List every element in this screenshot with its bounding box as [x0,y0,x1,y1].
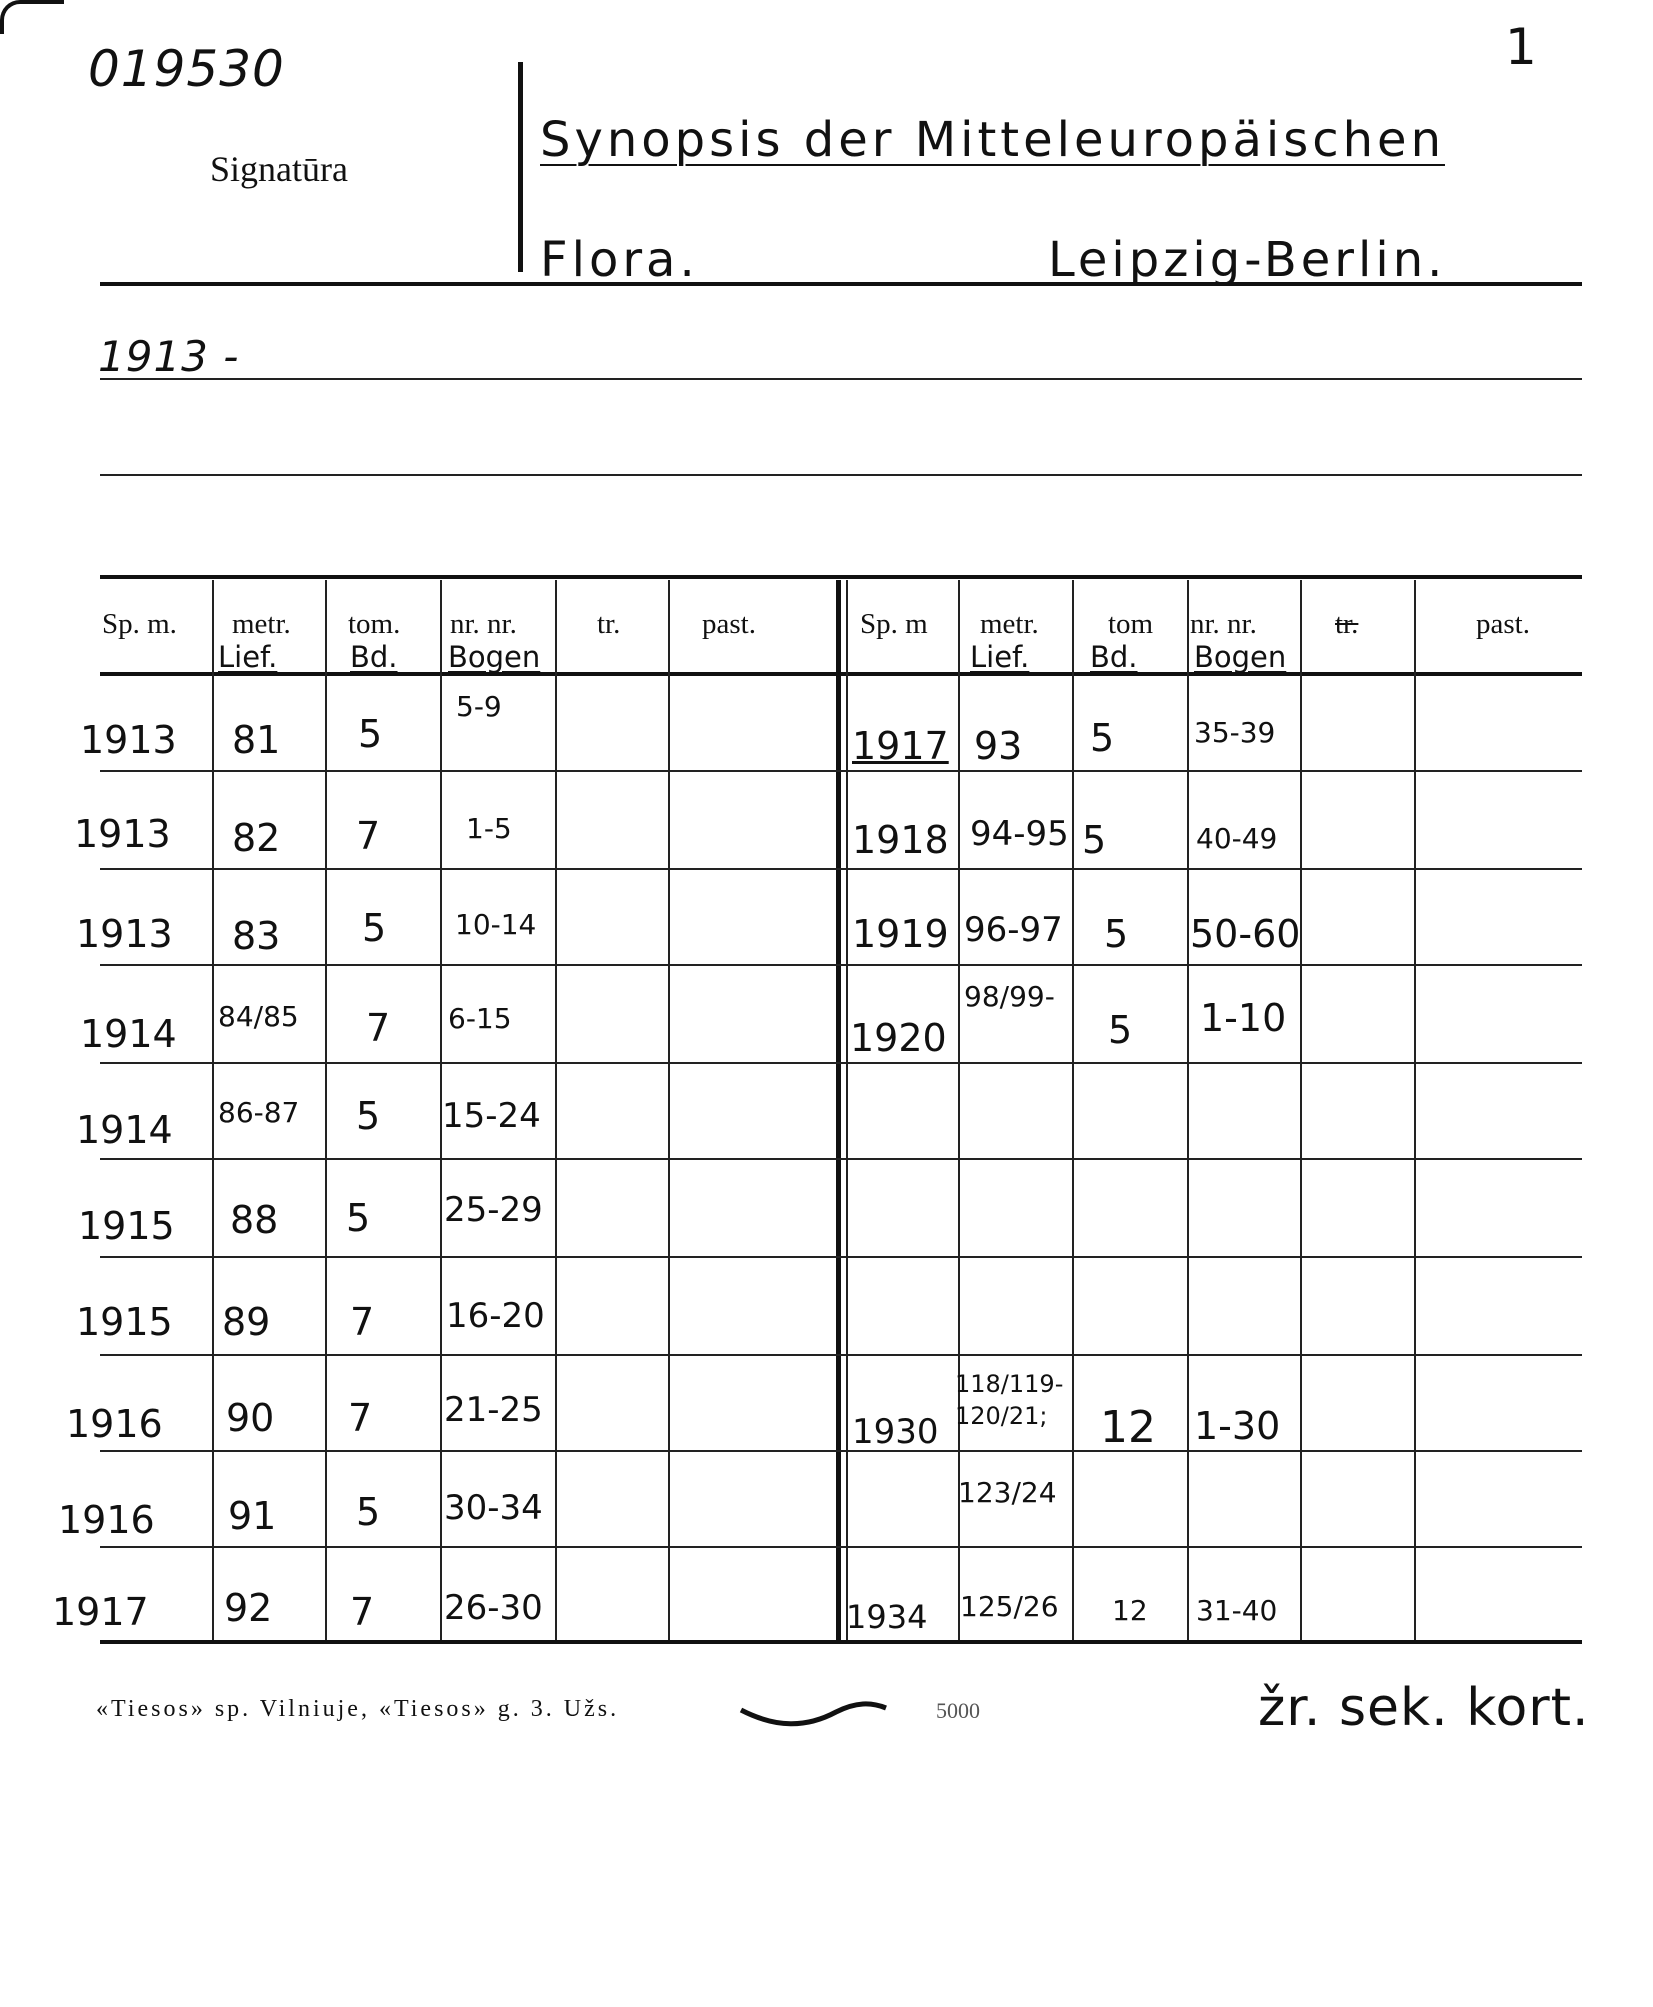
left-row-5-lief: 86-87 [218,1096,300,1129]
print-run: 5000 [936,1698,980,1723]
hdr-right-past: past. [1476,608,1530,640]
hdr-left-nr: nr. nr. [450,608,517,640]
right-row-8-bogen: 1-30 [1194,1404,1281,1448]
hdr-right-tom: tom [1108,608,1154,640]
hdr-right-bd: Bd. [1090,640,1138,674]
right-row-1-bd: 5 [1090,716,1115,760]
right-row-3-lief: 96-97 [964,910,1063,950]
left-row-3-bogen: 10-14 [455,908,537,941]
left-row-7-lief: 89 [222,1300,271,1344]
left-row-4-lief: 84/85 [218,1000,299,1033]
right-row-10-year: 1934 [846,1598,928,1636]
right-row-10-lief: 125/26 [960,1590,1059,1623]
left-row-7-bogen: 16-20 [446,1296,545,1336]
hdr-left-tom: tom. [348,608,401,640]
hdr-right-metr: metr. [980,608,1039,640]
left-row-7-bd: 7 [350,1300,375,1344]
header-bottom-rule [100,672,1582,676]
right-row-2-bogen: 40-49 [1196,822,1278,855]
rule-under-title [100,282,1582,286]
right-row-3-bogen: 50-60 [1190,912,1301,956]
left-row-4-year: 1914 [80,1012,177,1056]
left-row-3-lief: 83 [232,914,281,958]
right-row-1-year: 1917 [852,724,949,768]
rule-blank [100,474,1582,476]
title-line-2: Flora. [540,232,699,288]
right-row-3-year: 1919 [852,912,949,956]
col-line [1072,580,1074,1640]
right-row-2-lief: 94-95 [970,814,1069,854]
row-rule [100,964,1582,966]
left-row-4-bogen: 6-15 [448,1002,512,1035]
hdr-right-nr: nr. nr. [1190,608,1257,640]
right-row-9-lief: 123/24 [958,1476,1057,1509]
right-row-10-bogen: 31-40 [1196,1594,1278,1627]
left-row-1-bogen: 5-9 [456,690,502,723]
left-row-2-bogen: 1-5 [466,812,512,845]
left-row-6-year: 1915 [78,1204,175,1248]
left-row-10-lief: 92 [224,1586,273,1630]
col-line [1300,580,1302,1640]
right-row-2-bd: 5 [1082,818,1107,862]
row-rule [100,770,1582,772]
see-next-card-note: žr. sek. kort. [1258,1678,1590,1738]
left-row-7-year: 1915 [76,1300,173,1344]
hdr-left-sp-m: Sp. m. [102,608,177,640]
hdr-left-past: past. [702,608,756,640]
hdr-left-tr: tr. [597,608,621,640]
left-row-1-year: 1913 [80,718,177,762]
hdr-left-lief: Lief. [218,640,278,674]
left-row-6-bd: 5 [346,1196,371,1240]
title-line-1: Synopsis der Mitteleuropäischen [540,112,1445,168]
left-row-1-bd: 5 [358,712,383,756]
col-line [555,580,557,1640]
left-row-9-bogen: 30-34 [444,1488,543,1528]
ink-swash [736,1690,896,1730]
printer-imprint: «Tiesos» sp. Vilniuje, «Tiesos» g. 3. Užs. [96,1696,620,1722]
publication-place: Leipzig-Berlin. [1048,232,1447,288]
hdr-right-lief: Lief. [970,640,1030,674]
title-bar [518,62,523,272]
right-row-1-lief: 93 [974,724,1023,768]
left-row-8-bd: 7 [348,1396,373,1440]
right-row-4-year: 1920 [850,1016,947,1060]
left-row-1-lief: 81 [232,718,281,762]
right-row-4-bogen: 1-10 [1200,996,1287,1040]
hdr-right-bogen: Bogen [1194,640,1287,674]
left-row-5-bogen: 15-24 [442,1096,541,1136]
right-row-3-bd: 5 [1104,912,1129,956]
row-rule [100,1158,1582,1160]
row-rule [100,1450,1582,1452]
table-divider [836,580,841,1640]
col-line [212,580,214,1640]
left-row-10-bd: 7 [350,1590,375,1634]
col-line [668,580,670,1640]
left-row-8-year: 1916 [66,1402,163,1446]
hdr-left-metr: metr. [232,608,291,640]
right-row-2-year: 1918 [852,818,949,862]
col-line [1414,580,1416,1640]
left-row-3-year: 1913 [76,912,173,956]
page-number: 1 [1505,18,1538,76]
years-range: 1913 - [98,332,240,381]
right-row-8-bd: 12 [1100,1402,1156,1453]
left-row-8-lief: 90 [226,1396,275,1440]
right-row-4-bd: 5 [1108,1008,1133,1052]
hdr-right-tr: tr. [1335,608,1359,640]
left-row-2-lief: 82 [232,816,281,860]
row-rule [100,1354,1582,1356]
table-top-rule [100,575,1582,579]
left-row-4-bd: 7 [366,1006,391,1050]
row-rule [100,868,1582,870]
hdr-left-bd: Bd. [350,640,398,674]
row-rule [100,1546,1582,1548]
card-number: 019530 [88,40,285,98]
left-row-6-lief: 88 [230,1198,279,1242]
left-row-6-bogen: 25-29 [444,1190,543,1230]
row-rule [100,1256,1582,1258]
row-rule [100,1062,1582,1064]
col-line [325,580,327,1640]
signature-label: Signatūra [210,149,348,189]
left-row-10-year: 1917 [52,1590,149,1634]
table-divider-2 [846,580,848,1640]
right-row-8-lief: 118/119-120/21; [955,1370,1064,1430]
left-row-5-bd: 5 [356,1094,381,1138]
rule-years [100,378,1582,380]
right-row-1-bogen: 35-39 [1194,716,1276,749]
table-bottom-rule [100,1640,1582,1644]
left-row-3-bd: 5 [362,906,387,950]
right-row-8-year: 1930 [852,1412,939,1452]
hdr-right-sp-m: Sp. m [860,608,928,640]
left-row-9-bd: 5 [356,1490,381,1534]
left-row-8-bogen: 21-25 [444,1390,543,1430]
left-row-10-bogen: 26-30 [444,1588,543,1628]
right-row-4-lief: 98/99- [964,980,1055,1013]
left-row-5-year: 1914 [76,1108,173,1152]
left-row-2-bd: 7 [356,814,381,858]
hdr-left-bogen: Bogen [448,640,541,674]
right-row-10-bd: 12 [1112,1594,1148,1627]
left-row-9-year: 1916 [58,1498,155,1542]
left-row-2-year: 1913 [74,812,171,856]
card-corner [0,0,64,34]
left-row-9-lief: 91 [228,1494,277,1538]
col-line [1187,580,1189,1640]
